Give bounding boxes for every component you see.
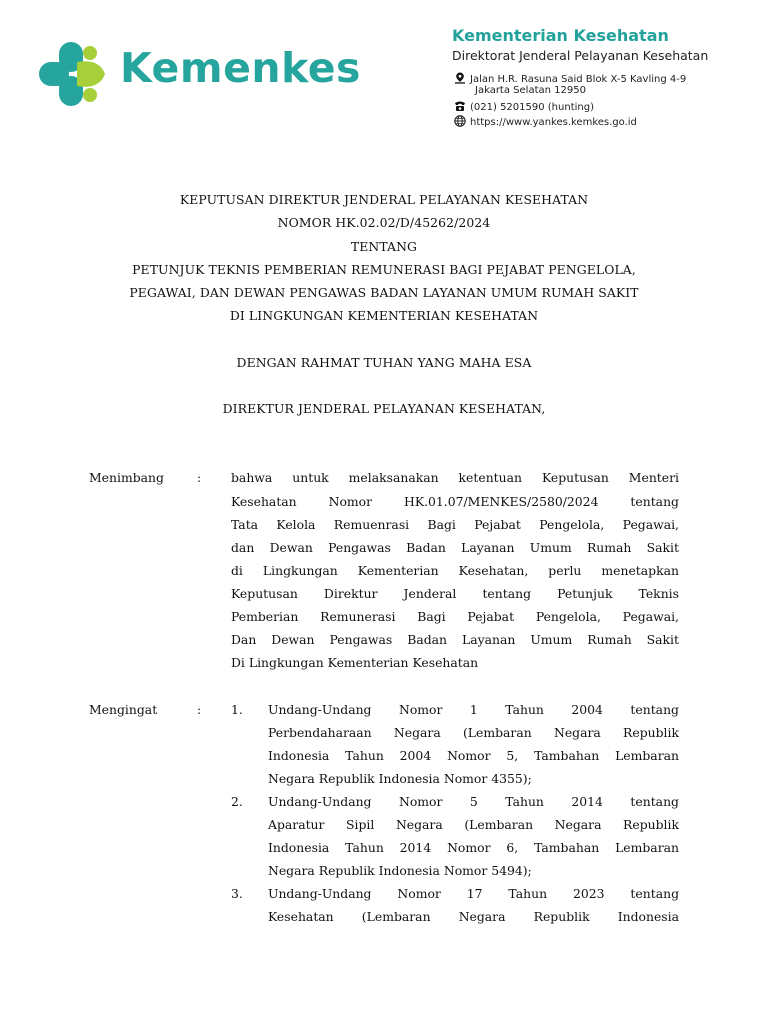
item-number: 3. xyxy=(231,886,243,901)
item-number: 2. xyxy=(231,794,243,809)
kemenkes-logo-icon xyxy=(37,40,107,108)
address-line xyxy=(454,72,686,85)
mengingat-label: Mengingat xyxy=(89,702,158,717)
item-line: Indonesia Tahun 2004 Nomor 5, Tambahan Lembaran xyxy=(268,748,679,763)
item-line: Aparatur Sipil Negara (Lembaran Negara Republik xyxy=(268,817,679,832)
menimbang-line: dan Dewan Pengawas Badan Layanan Umum Rumah Sakit xyxy=(231,540,679,555)
item-line: Negara Republik Indonesia Nomor 5494); xyxy=(268,863,532,878)
website-line xyxy=(454,115,637,128)
item-line: Undang-Undang Nomor 17 Tahun 2023 tentang xyxy=(268,886,679,901)
decree-number: NOMOR HK.02.02/D/45262/2024 xyxy=(277,215,491,230)
menimbang-line: di Lingkungan Kementerian Kesehatan, perlu menetapkan xyxy=(231,563,679,578)
menimbang-line: Di Lingkungan Kementerian Kesehatan xyxy=(231,655,479,670)
subject-line1: PETUNJUK TEKNIS PEMBERIAN REMUNERASI BAGI PEJABAT PENGELOLA, xyxy=(132,262,636,277)
website-link[interactable]: https://www.yankes.kemkes.go.id xyxy=(470,117,637,128)
item-line: Undang-Undang Nomor 5 Tahun 2014 tentang xyxy=(268,794,679,809)
menimbang-colon: : xyxy=(197,470,202,485)
org-name: Kementerian Kesehatan xyxy=(452,26,669,45)
menimbang-line: Pemberian Remunerasi Bagi Pejabat Pengelola, Pegawai, xyxy=(231,609,679,624)
phone-line xyxy=(454,100,594,113)
mengingat-colon: : xyxy=(197,702,202,717)
item-line: Kesehatan (Lembaran Negara Republik Indonesia xyxy=(268,909,679,924)
blessing-line: DENGAN RAHMAT TUHAN YANG MAHA ESA xyxy=(236,355,532,370)
menimbang-label: Menimbang xyxy=(89,470,164,485)
subject-line2: PEGAWAI, DAN DEWAN PENGAWAS BADAN LAYANAN UMUM RUMAH SAKIT xyxy=(129,285,639,300)
item-line: Negara Republik Indonesia Nomor 4355); xyxy=(268,771,532,786)
address-line2: Jakarta Selatan 12950 xyxy=(475,85,586,96)
official-line: DIREKTUR JENDERAL PELAYANAN KESEHATAN, xyxy=(222,401,546,416)
menimbang-line: Keputusan Direktur Jenderal tentang Petunjuk Teknis xyxy=(231,586,679,601)
title-tentang: TENTANG xyxy=(350,239,418,254)
menimbang-line: Dan Dewan Pengawas Badan Layanan Umum Rumah Sakit xyxy=(231,632,679,647)
item-number: 1. xyxy=(231,702,243,717)
item-line: Undang-Undang Nomor 1 Tahun 2004 tentang xyxy=(268,702,679,717)
letterhead xyxy=(0,0,768,140)
menimbang-line: Tata Kelola Remuenrasi Bagi Pejabat Pengelola, Pegawai, xyxy=(231,517,679,532)
title-line1: KEPUTUSAN DIREKTUR JENDERAL PELAYANAN KESEHATAN xyxy=(179,192,589,207)
menimbang-line: Kesehatan Nomor HK.01.07/MENKES/2580/2024 tentang xyxy=(231,494,679,509)
globe-icon xyxy=(454,115,466,127)
item-line: Perbendaharaan Negara (Lembaran Negara Republik xyxy=(268,725,679,740)
location-icon xyxy=(454,72,466,84)
org-sub: Direktorat Jenderal Pelayanan Kesehatan xyxy=(452,48,709,63)
item-line: Indonesia Tahun 2014 Nomor 6, Tambahan Lembaran xyxy=(268,840,679,855)
phone: (021) 5201590 (hunting) xyxy=(470,102,594,113)
subject-line3: DI LINGKUNGAN KEMENTERIAN KESEHATAN xyxy=(229,308,539,323)
phone-icon xyxy=(454,100,466,112)
address-line1: Jalan H.R. Rasuna Said Blok X-5 Kavling 4-9 xyxy=(470,74,687,85)
menimbang-line: bahwa untuk melaksanakan ketentuan Keputusan Menteri xyxy=(231,470,679,485)
brand-name: Kemenkes xyxy=(120,44,361,92)
